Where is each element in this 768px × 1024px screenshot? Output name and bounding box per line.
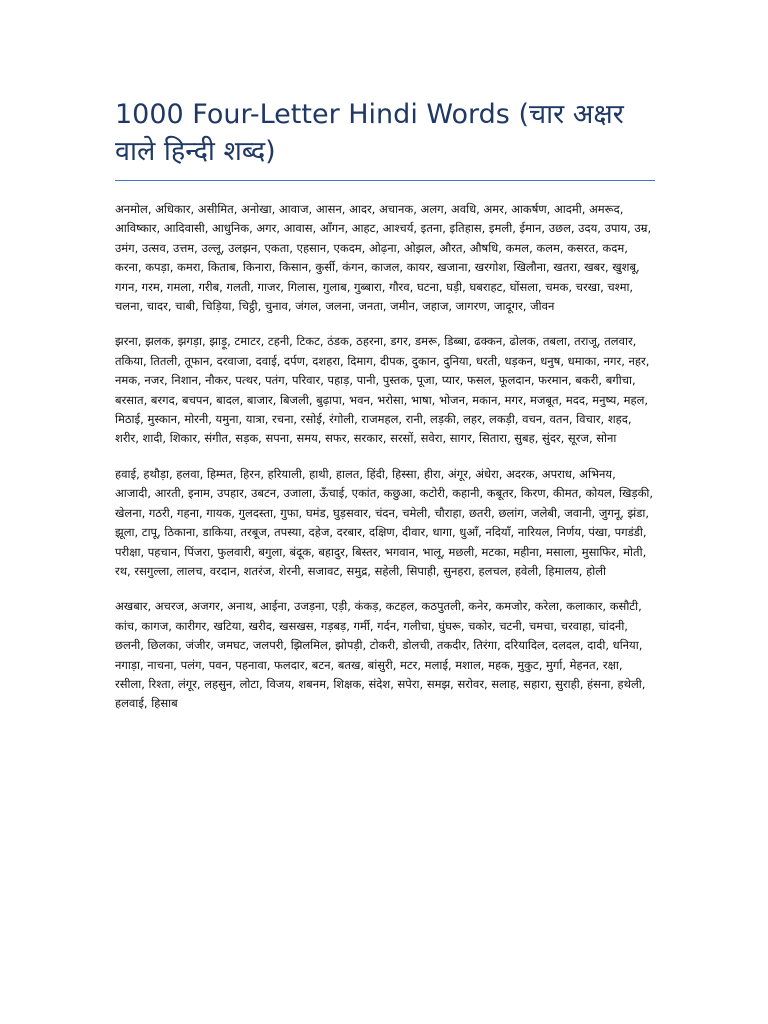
word-paragraph-4: अखबार, अचरज, अजगर, अनाथ, आईना, उजड़ना, एड़ी, कंकड़, कटहल, कठपुतली, कनेर, कमजोर, करेला, कलाकार, कसौटी, कांच, कागज, कारीगर, खटिया, खरीद, खसखस, गड़बड़, गर्मी, गर्दन, गलीचा, घुंघरू, चकोर, चटनी, चमचा, चरवाहा, चांदनी, छलनी, छिलका, जंजीर, जमघट, जलपरी, झिलमिल, झोपड़ी, टोकरी, डोलची, तकदीर, तिरंगा, दरियादिल, दलदल, दादी, धनिया, नगाड़ा, नाचना, पलंग, पवन, पहनावा, फलदार, बटन, बतख, बांसुरी, मटर, मलाई, मशाल, महक, मुकुट, मुर्गा, मेहनत, रक्षा, रसीला, रिश्ता, लंगूर, लहसुन, लोटा, विजय, शबनम, शिक्षक, संदेश, सपेरा, समझ, सरोवर, सलाह, सहारा, सुराही, हंसना, हथेली, हलवाई, हिसाब bbox=[115, 599, 646, 711]
word-paragraph-3: हवाई, हथौड़ा, हलवा, हिम्मत, हिरन, हरियाली, हाथी, हालत, हिंदी, हिस्सा, हीरा, अंगूर, अंधेरा, अदरक, अपराध, अभिनय, आजादी, आरती, इनाम, उपहार, उबटन, उजाला, ऊँचाई, एकांत, कछुआ, कटोरी, कहानी, कबूतर, किरण, कीमत, कोयल, खिड़की, खेलना, गठरी, गहना, गायक, गुलदस्ता, गुफा, घमंड, घुड़सवार, चंदन, चमेली, चौराहा, छतरी, छलांग, जलेबी, जवानी, जुगनू, झंडा, झूला, टापू, ठिकाना, डाकिया, तरबूज, तपस्या, दहेज, दरबार, दक्षिण, दीवार, धागा, धुआँ, नदियाँ, नारियल, निर्णय, पंखा, पगडंडी, परीक्षा, पहचान, पिंजरा, फुलवारी, बगुला, बंदूक, बहादुर, बिस्तर, भगवान, भालू, मछली, मटका, महीना, मसाला, मुसाफिर, मोती, रथ, रसगुल्ला, लालच, वरदान, शतरंज, शेरनी, सजावट, समुद्र, सहेली, सिपाही, सुनहरा, हलचल, हवेली, हिमालय, होली bbox=[115, 466, 654, 578]
word-paragraph-1: अनमोल, अधिकार, असीमित, अनोखा, आवाज, आसन, आदर, अचानक, अलग, अवधि, अमर, आकर्षण, आदमी, अमरूद, आविष्कार, आदिवासी, आधुनिक, अगर, आवास, आँगन, आहट, आश्चर्य, इतना, इतिहास, इमली, ईमान, उछल, उदय, उपाय, उम्र, उमंग, उत्सव, उत्तम, उल्लू, उलझन, एकता, एहसान, एकदम, ओढ़ना, ओझल, औरत, औषधि, कमल, कलम, कसरत, कदम, करना, कपड़ा, कमरा, किताब, किनारा, किसान, कुर्सी, कंगन, काजल, कायर, खजाना, खरगोश, खिलौना, खतरा, खबर, खुशबू, गगन, गरम, गमला, गरीब, गलती, गाजर, गिलास, गुलाब, गुब्बारा, गौरव, घटना, घड़ी, घबराहट, घोंसला, चमक, चरखा, चश्मा, चलना, चादर, चाबी, चिड़िया, चिट्ठी, चुनाव, जंगल, जलना, जनता, जमीन, जहाज, जागरण, जादूगर, जीवन bbox=[115, 202, 652, 314]
title-underline bbox=[115, 180, 655, 181]
word-paragraph-2: झरना, झलक, झगड़ा, झाड़ू, टमाटर, टहनी, टिकट, ठंडक, ठहरना, डगर, डमरू, डिब्बा, ढक्कन, ढोलक, तबला, तराजू, तलवार, तकिया, तितली, तूफान, दरवाजा, दवाई, दर्पण, दशहरा, दिमाग, दीपक, दुकान, दुनिया, धरती, धड़कन, धनुष, धमाका, नगर, नहर, नमक, नजर, निशान, नौकर, पत्थर, पतंग, परिवार, पहाड़, पानी, पुस्तक, पूजा, प्यार, फसल, फूलदान, फरमान, बकरी, बगीचा, बरसात, बरगद, बचपन, बादल, बाजार, बिजली, बुढ़ापा, भवन, भरोसा, भाषा, भोजन, मकान, मगर, मजबूत, मदद, मनुष्य, महल, मिठाई, मुस्कान, मोरनी, यमुना, यात्रा, रचना, रसोई, रंगोली, राजमहल, रानी, लड़की, लहर, लकड़ी, वचन, वतन, विचार, शहद, शरीर, शादी, शिकार, संगीत, सड़क, सपना, समय, सफर, सरकार, सरसों, सवेरा, सागर, सितारा, सुबह, सुंदर, सूरज, सोना bbox=[115, 334, 650, 446]
page-title: 1000 Four-Letter Hindi Words (चार अक्षर वाले हिन्दी शब्द) bbox=[115, 99, 624, 167]
word-list-body bbox=[115, 200, 655, 730]
